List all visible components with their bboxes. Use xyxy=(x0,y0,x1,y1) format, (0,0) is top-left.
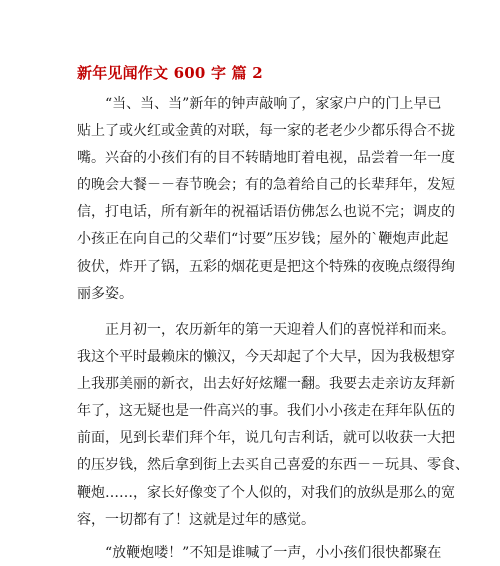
paragraph-line: 丽多姿。 xyxy=(77,285,133,302)
paragraph-line: 容，一切都有了！这就是过年的感觉。 xyxy=(77,511,315,528)
paragraph-1 xyxy=(77,91,455,308)
paragraph-line: 小孩正在向自己的父辈们“讨要”压岁钱；屋外的`鞭炮声此起 xyxy=(77,231,449,248)
paragraph-line: 前面，见到长辈们拜个年，说几句吉利话，就可以收获一大把 xyxy=(77,430,455,447)
paragraph-line: 鞭炮……，家长好像变了个人似的，对我们的放纵是那么的宽 xyxy=(77,484,455,501)
paragraph-line: 的晚会大餐－－春节晚会；有的急着给自己的长辈拜年，发短 xyxy=(77,177,455,194)
paragraph-line: 上我那美丽的新衣，出去好好炫耀一翻。我要去走亲访友拜新 xyxy=(77,376,455,393)
paragraph-line: 正月初一，农历新年的第一天迎着人们的喜悦祥和而来。 xyxy=(105,322,455,338)
paragraph-line: 年了，这无疑也是一件高兴的事。我们小小孩走在拜年队伍的 xyxy=(77,403,455,420)
paragraph-line: 彼伏，炸开了锅，五彩的烟花更是把这个特殊的夜晚点缀得绚 xyxy=(77,258,455,275)
paragraph-2 xyxy=(77,317,469,534)
paragraph-line: 嘴。兴奋的小孩们有的目不转睛地盯着电视，品尝着一年一度 xyxy=(77,150,455,167)
paragraph-line: 贴上了或火红或金黄的对联，每一家的老老少少都乐得合不拢 xyxy=(77,123,455,140)
paragraph-3 xyxy=(77,540,442,566)
paragraph-line: “放鞭炮喽！”不知是谁喊了一声，小小孩们很快都聚在 xyxy=(105,545,442,561)
paragraph-line: “当、当、当”新年的钟声敲响了，家家户户的门上早已 xyxy=(105,96,442,112)
paragraph-line: 我这个平时最赖床的懒汉，今天却起了个大早，因为我极想穿 xyxy=(77,349,455,366)
paragraph-line: 信，打电话，所有新年的祝福话语仿佛怎么也说不完；调皮的 xyxy=(77,204,455,221)
document-title: 新年见闻作文 600 字 篇 2 xyxy=(77,64,263,82)
paragraph-line: 的压岁钱，然后拿到街上去买自己喜爱的东西－－玩具、零食、 xyxy=(77,457,469,474)
